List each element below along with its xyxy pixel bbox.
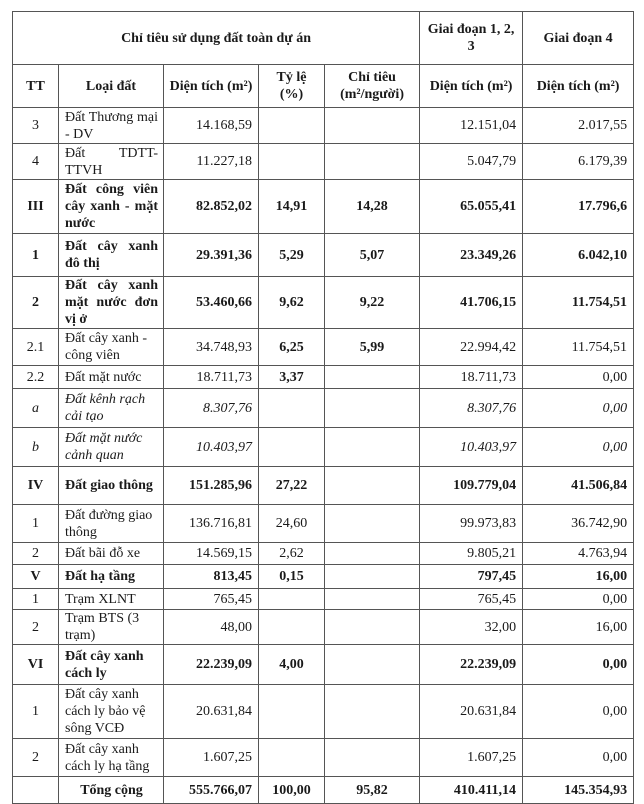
cell-area: 11.227,18 (164, 144, 259, 180)
cell-name: Trạm BTS (3 trạm) (59, 610, 164, 645)
group-title: Chỉ tiêu sử dụng đất toàn dự án (13, 12, 420, 65)
cell-ratio (259, 389, 325, 428)
cell-name: Đất Thương mại - DV (59, 108, 164, 144)
cell-name: Đất công viên cây xanh - mặt nước (59, 180, 164, 234)
cell-tt: 1 (13, 685, 59, 739)
col-area: Diện tích (m²) (164, 65, 259, 108)
cell-area-4: 0,00 (523, 389, 634, 428)
cell-area-123: 1.607,25 (420, 739, 523, 777)
cell-name: Đất cây xanh đô thị (59, 234, 164, 277)
cell-name: Đất đường giao thông (59, 505, 164, 543)
table-row (13, 589, 634, 610)
cell-area-4: 0,00 (523, 645, 634, 685)
cell-tt: 1 (13, 589, 59, 610)
cell-area-4: 0,00 (523, 428, 634, 467)
table-row (13, 428, 634, 467)
cell-area: 48,00 (164, 610, 259, 645)
table-row (13, 389, 634, 428)
total-indicator: 95,82 (325, 777, 420, 804)
total-area: 555.766,07 (164, 777, 259, 804)
cell-area: 22.239,09 (164, 645, 259, 685)
cell-name: Đất cây xanh cách ly bảo vệ sông VCĐ (59, 685, 164, 739)
table-row (13, 234, 634, 277)
col-area-123: Diện tích (m²) (420, 65, 523, 108)
total-area-4: 145.354,93 (523, 777, 634, 804)
cell-area: 82.852,02 (164, 180, 259, 234)
cell-area-123: 65.055,41 (420, 180, 523, 234)
cell-name: Đất giao thông (59, 467, 164, 505)
total-row (13, 777, 634, 804)
cell-area-4: 36.742,90 (523, 505, 634, 543)
cell-ratio (259, 144, 325, 180)
table-row-section (13, 180, 634, 234)
col-land-type: Loại đất (59, 65, 164, 108)
cell-indicator (325, 108, 420, 144)
cell-area-123: 5.047,79 (420, 144, 523, 180)
cell-tt: 3 (13, 108, 59, 144)
header-row-columns (13, 65, 634, 108)
cell-name: Đất cây xanh cách ly hạ tầng (59, 739, 164, 777)
cell-area-123: 22.994,42 (420, 329, 523, 366)
cell-name: Đất hạ tầng (59, 565, 164, 589)
cell-area-123: 41.706,15 (420, 277, 523, 329)
phase-123-header: Giai đoạn 1, 2, 3 (420, 12, 523, 65)
table-row (13, 366, 634, 389)
table-row (13, 610, 634, 645)
cell-ratio (259, 428, 325, 467)
cell-tt: VI (13, 645, 59, 685)
cell-area: 14.569,15 (164, 543, 259, 565)
cell-tt: 2 (13, 739, 59, 777)
cell-indicator (325, 144, 420, 180)
cell-area-123: 765,45 (420, 589, 523, 610)
cell-indicator: 5,99 (325, 329, 420, 366)
cell-ratio: 14,91 (259, 180, 325, 234)
cell-area-4: 2.017,55 (523, 108, 634, 144)
cell-area-123: 109.779,04 (420, 467, 523, 505)
cell-tt: 2.2 (13, 366, 59, 389)
cell-area-4: 6.042,10 (523, 234, 634, 277)
cell-name: Đất cây xanh - công viên (59, 329, 164, 366)
cell-area-123: 18.711,73 (420, 366, 523, 389)
cell-area-4: 16,00 (523, 610, 634, 645)
cell-area: 1.607,25 (164, 739, 259, 777)
table-row (13, 329, 634, 366)
cell-area-123: 20.631,84 (420, 685, 523, 739)
cell-name: Đất TDTT-TTVH (59, 144, 164, 180)
cell-area-123: 8.307,76 (420, 389, 523, 428)
cell-name: Đất bãi đỗ xe (59, 543, 164, 565)
cell-area: 18.711,73 (164, 366, 259, 389)
cell-area-123: 23.349,26 (420, 234, 523, 277)
cell-indicator (325, 505, 420, 543)
cell-area: 53.460,66 (164, 277, 259, 329)
cell-indicator (325, 467, 420, 505)
cell-area-4: 0,00 (523, 366, 634, 389)
cell-area-4: 0,00 (523, 739, 634, 777)
col-indicator: Chỉ tiêu (m²/người) (325, 65, 420, 108)
total-area-123: 410.411,14 (420, 777, 523, 804)
cell-area-123: 22.239,09 (420, 645, 523, 685)
cell-ratio: 0,15 (259, 565, 325, 589)
cell-area: 136.716,81 (164, 505, 259, 543)
table-row-section (13, 467, 634, 505)
table-row (13, 543, 634, 565)
cell-indicator (325, 610, 420, 645)
land-use-table (12, 11, 634, 804)
total-ratio: 100,00 (259, 777, 325, 804)
cell-area-4: 0,00 (523, 685, 634, 739)
cell-ratio: 24,60 (259, 505, 325, 543)
cell-tt: 2 (13, 543, 59, 565)
cell-tt: III (13, 180, 59, 234)
cell-name: Đất cây xanh mặt nước đơn vị ở (59, 277, 164, 329)
cell-name: Đất kênh rạch cải tạo (59, 389, 164, 428)
cell-indicator (325, 543, 420, 565)
cell-indicator: 9,22 (325, 277, 420, 329)
cell-area: 29.391,36 (164, 234, 259, 277)
cell-indicator (325, 565, 420, 589)
table-row (13, 277, 634, 329)
cell-indicator (325, 685, 420, 739)
cell-ratio (259, 685, 325, 739)
cell-area: 8.307,76 (164, 389, 259, 428)
cell-tt: 2 (13, 610, 59, 645)
col-tt: TT (13, 65, 59, 108)
cell-tt (13, 777, 59, 804)
cell-indicator: 5,07 (325, 234, 420, 277)
cell-area-123: 10.403,97 (420, 428, 523, 467)
cell-area: 813,45 (164, 565, 259, 589)
cell-ratio: 27,22 (259, 467, 325, 505)
cell-area-4: 4.763,94 (523, 543, 634, 565)
cell-ratio: 6,25 (259, 329, 325, 366)
cell-area-123: 797,45 (420, 565, 523, 589)
cell-indicator (325, 428, 420, 467)
cell-indicator (325, 739, 420, 777)
cell-area-4: 17.796,6 (523, 180, 634, 234)
cell-area: 765,45 (164, 589, 259, 610)
cell-area-123: 9.805,21 (420, 543, 523, 565)
cell-ratio (259, 108, 325, 144)
cell-area-4: 41.506,84 (523, 467, 634, 505)
header-row-groups (13, 12, 634, 65)
table-row (13, 739, 634, 777)
cell-indicator (325, 645, 420, 685)
cell-tt: 2.1 (13, 329, 59, 366)
table-row (13, 505, 634, 543)
cell-tt: b (13, 428, 59, 467)
col-ratio: Tỷ lệ (%) (259, 65, 325, 108)
cell-area-123: 12.151,04 (420, 108, 523, 144)
table-row (13, 685, 634, 739)
cell-name: Đất mặt nước (59, 366, 164, 389)
cell-ratio: 4,00 (259, 645, 325, 685)
cell-area: 14.168,59 (164, 108, 259, 144)
cell-ratio (259, 589, 325, 610)
cell-area-123: 99.973,83 (420, 505, 523, 543)
cell-area-4: 11.754,51 (523, 277, 634, 329)
cell-area-4: 0,00 (523, 589, 634, 610)
cell-area: 151.285,96 (164, 467, 259, 505)
cell-name: Đất cây xanh cách ly (59, 645, 164, 685)
cell-tt: 2 (13, 277, 59, 329)
cell-area-4: 16,00 (523, 565, 634, 589)
cell-tt: 1 (13, 234, 59, 277)
cell-indicator: 14,28 (325, 180, 420, 234)
cell-ratio: 5,29 (259, 234, 325, 277)
col-area-4: Diện tích (m²) (523, 65, 634, 108)
cell-tt: V (13, 565, 59, 589)
cell-indicator (325, 389, 420, 428)
cell-tt: a (13, 389, 59, 428)
table-row (13, 108, 634, 144)
cell-ratio: 9,62 (259, 277, 325, 329)
cell-area: 34.748,93 (164, 329, 259, 366)
cell-area: 20.631,84 (164, 685, 259, 739)
cell-tt: 4 (13, 144, 59, 180)
phase-4-header: Giai đoạn 4 (523, 12, 634, 65)
cell-tt: 1 (13, 505, 59, 543)
cell-area-4: 11.754,51 (523, 329, 634, 366)
table-row (13, 144, 634, 180)
cell-ratio: 3,37 (259, 366, 325, 389)
cell-ratio (259, 739, 325, 777)
cell-name: Trạm XLNT (59, 589, 164, 610)
cell-ratio (259, 610, 325, 645)
total-label: Tổng cộng (59, 777, 164, 804)
cell-indicator (325, 589, 420, 610)
cell-area-123: 32,00 (420, 610, 523, 645)
cell-indicator (325, 366, 420, 389)
table-row-section (13, 645, 634, 685)
cell-name: Đất mặt nước cảnh quan (59, 428, 164, 467)
cell-area: 10.403,97 (164, 428, 259, 467)
cell-ratio: 2,62 (259, 543, 325, 565)
cell-area-4: 6.179,39 (523, 144, 634, 180)
cell-tt: IV (13, 467, 59, 505)
table-row-section (13, 565, 634, 589)
